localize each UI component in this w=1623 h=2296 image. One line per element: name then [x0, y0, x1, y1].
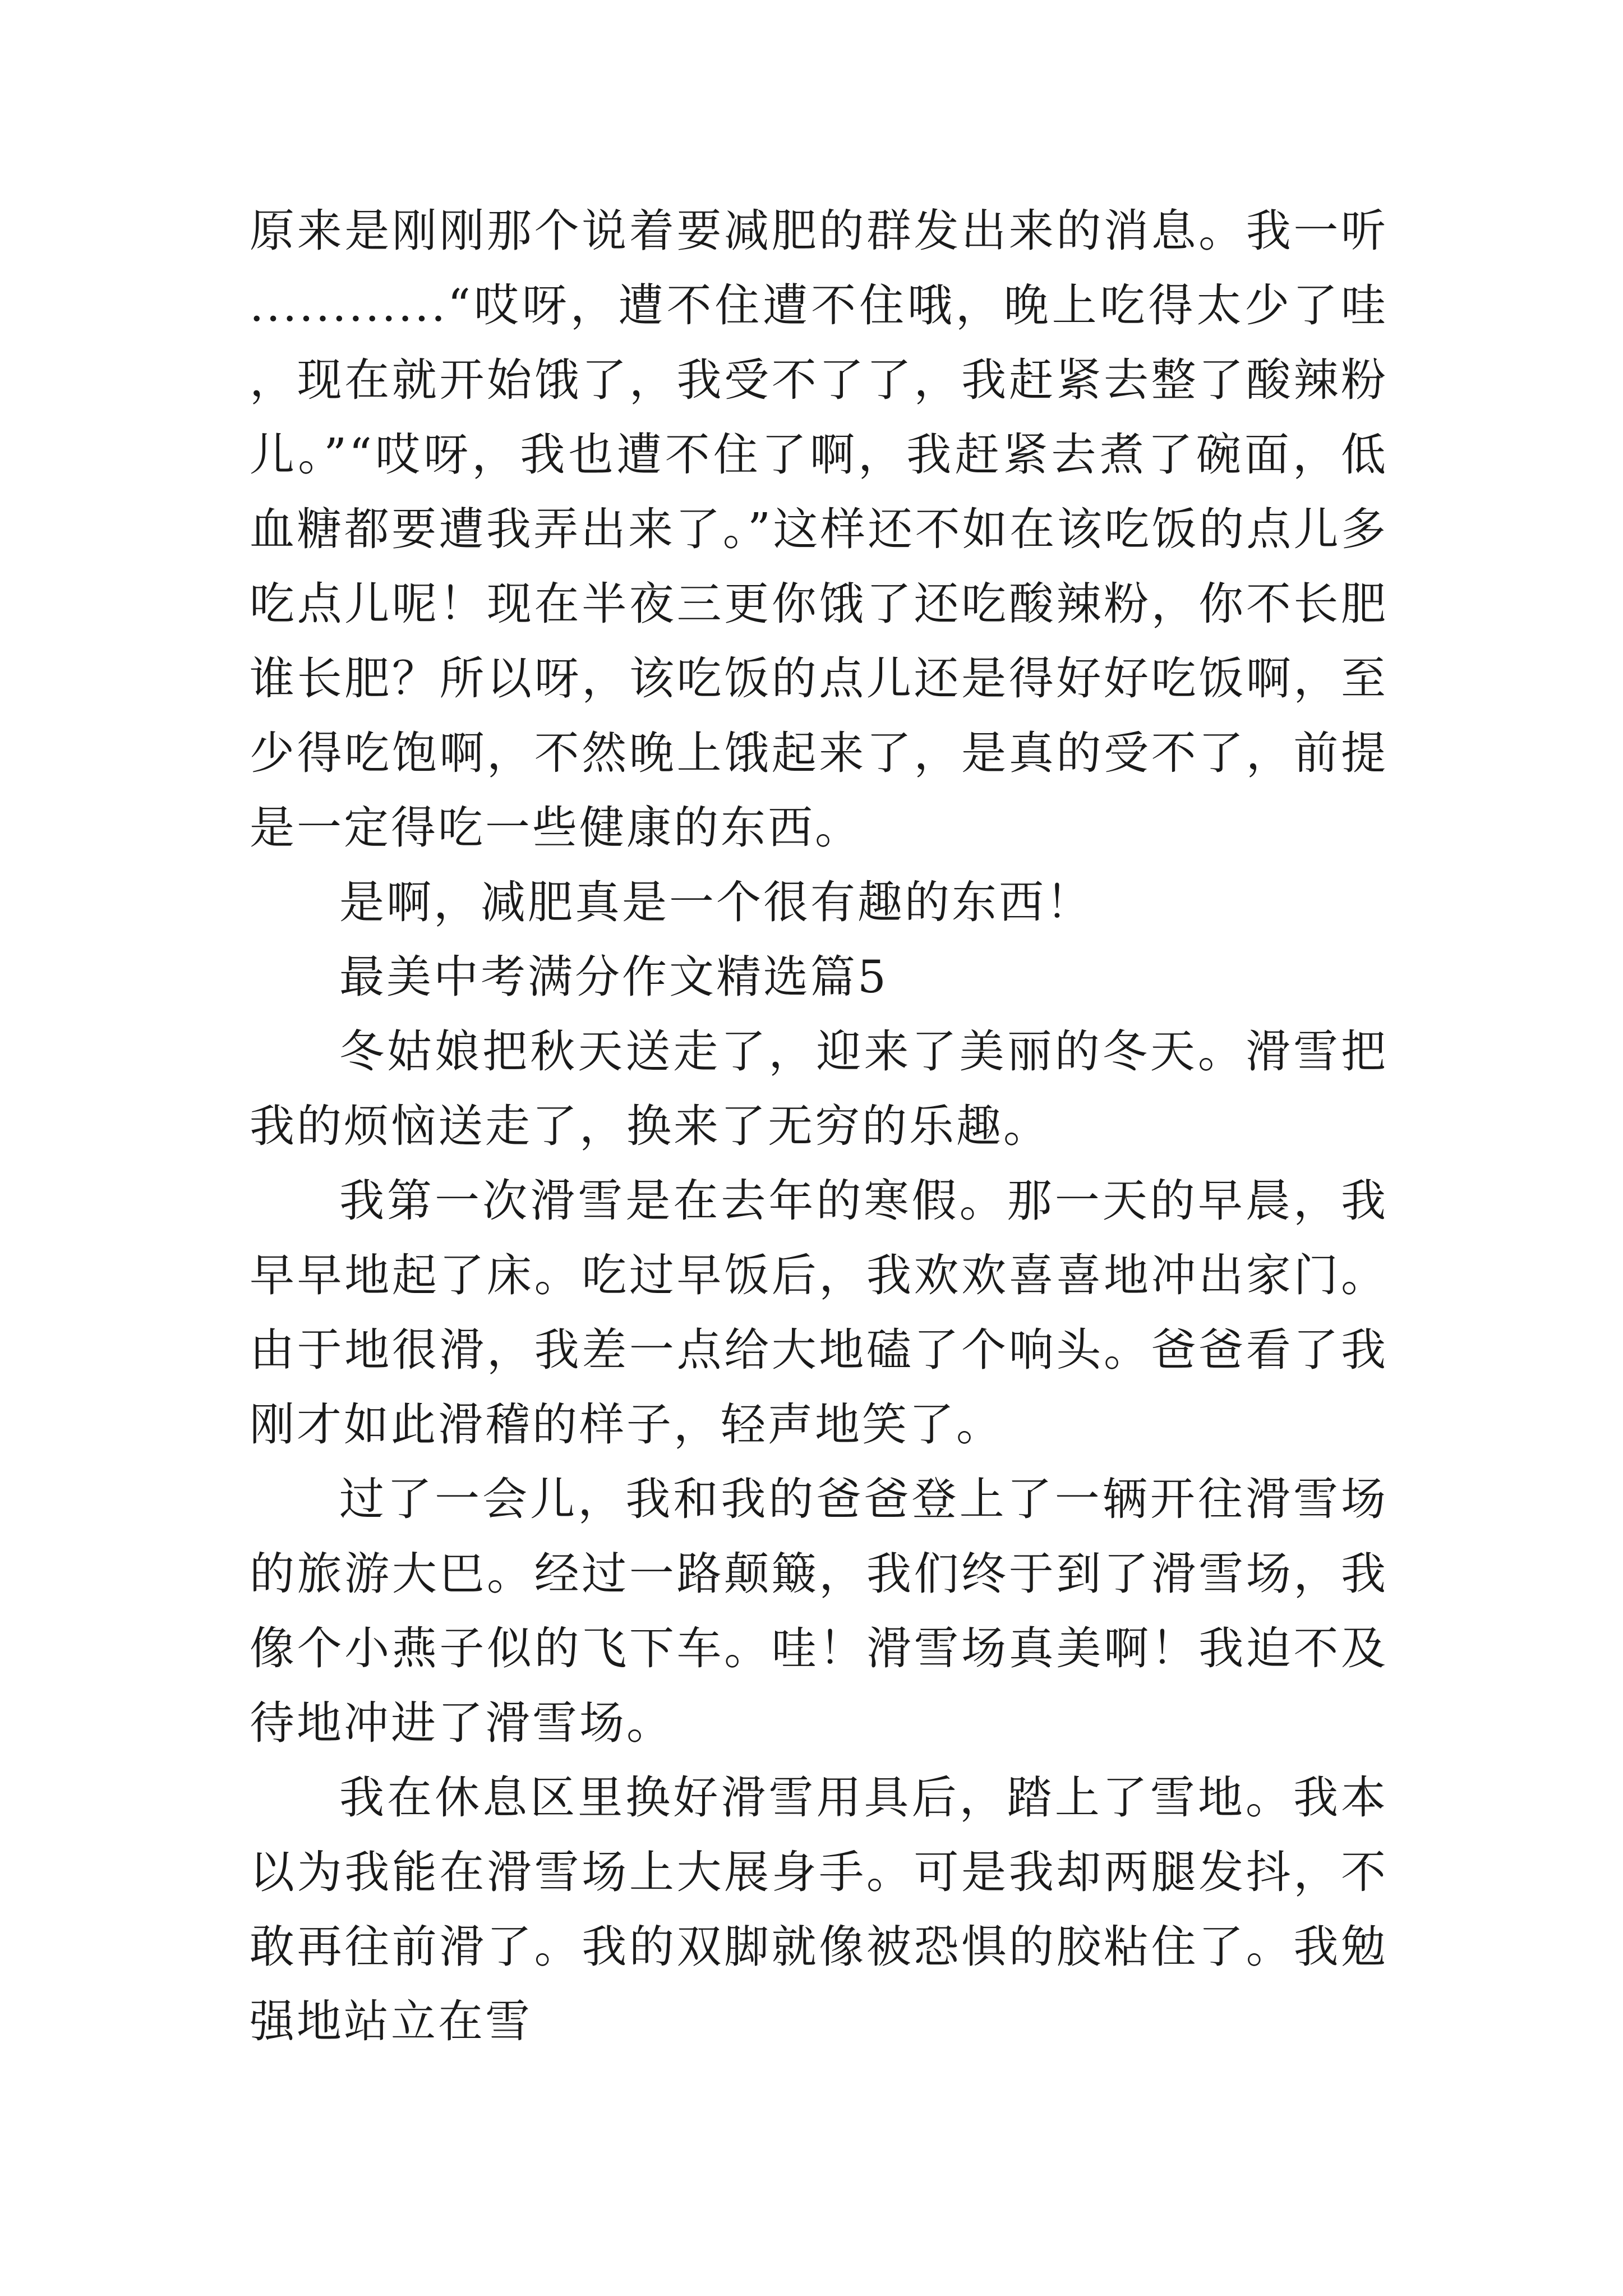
paragraph-1: 原来是刚刚那个说着要减肥的群发出来的消息。我一听............“哎呀，遭不住遭不住哦，晚上吃得太少了哇，现在就开始饿了，我受不了了，我赶紧去整了酸辣粉儿。”“哎呀，我也遭不住了啊，我赶紧去煮了碗面，低血糖都要遭我弄出来了。”这样还不如在该吃饭的点儿多吃点儿呢！现在半夜三更你饿了还吃酸辣粉，你不长肥谁长肥？所以呀，该吃饭的点儿还是得好好吃饭啊，至少得吃饱啊，不然晚上饿起来了，是真的受不了，前提是一定得吃一些健康的东西。: [250, 205, 1388, 854]
paragraph-7: 我在休息区里换好滑雪用具后，踏上了雪地。我本以为我能在滑雪场上大展身手。可是我却两腿发抖，不敢再往前滑了。我的双脚就像被恐惧的胶粘住了。我勉强地站立在雪: [250, 1772, 1388, 2047]
document-body: [250, 194, 1388, 2059]
section-heading: 最美中考满分作文精选篇5: [339, 951, 888, 1003]
paragraph-6: 过了一会儿，我和我的爸爸登上了一辆开往滑雪场的旅游大巴。经过一路颠簸，我们终于到了滑雪场，我像个小燕子似的飞下车。哇！滑雪场真美啊！我迫不及待地冲进了滑雪场。: [250, 1473, 1388, 1749]
paragraph-5: 我第一次滑雪是在去年的寒假。那一天的早晨，我早早地起了床。吃过早饭后，我欢欢喜喜地冲出家门。由于地很滑，我差一点给大地磕了个响头。爸爸看了我刚才如此滑稽的样子，轻声地笑了。: [250, 1175, 1388, 1451]
paragraph-2: 是啊，减肥真是一个很有趣的东西！: [339, 876, 1093, 928]
paragraph-4: 冬姑娘把秋天送走了，迎来了美丽的冬天。滑雪把我的烦恼送走了，换来了无穷的乐趣。: [250, 1025, 1388, 1152]
